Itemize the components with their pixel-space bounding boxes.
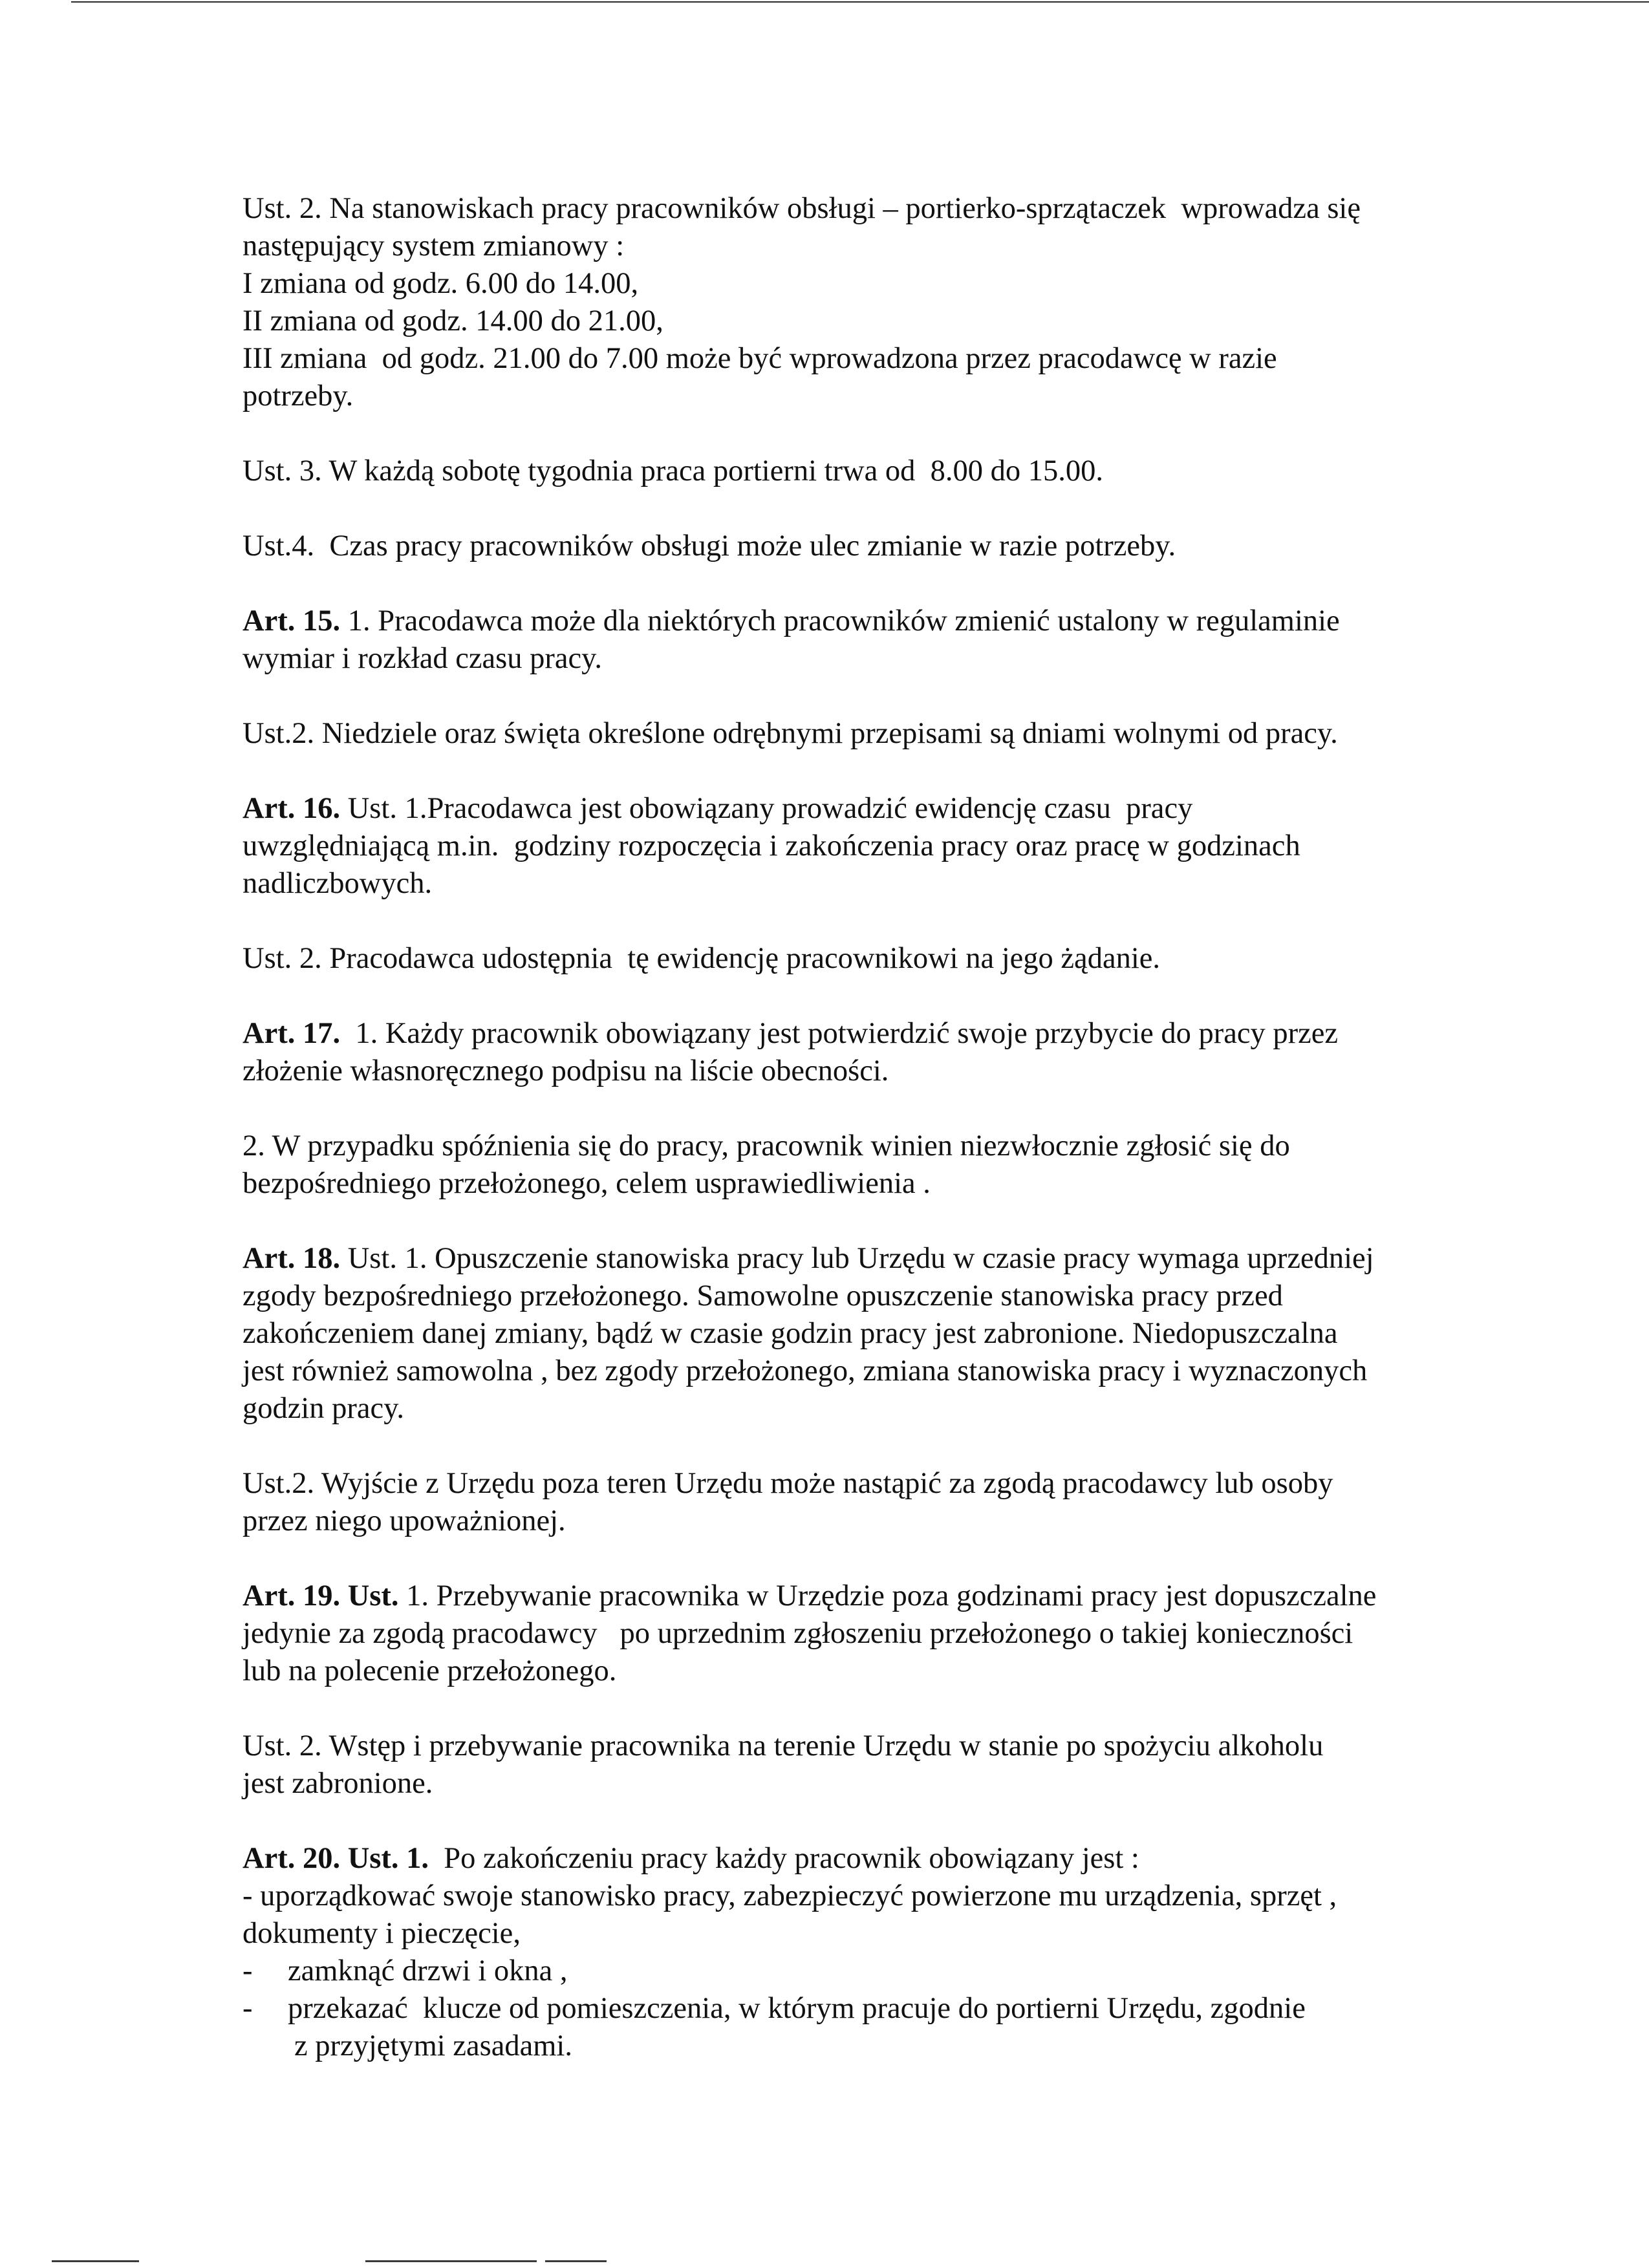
text-line: przez niego upoważnionej. xyxy=(242,1504,566,1537)
text-line: Ust. 3. W każdą sobotę tygodnia praca portierni trwa od 8.00 do 15.00. xyxy=(242,455,1103,487)
ust2-shift-paragraph xyxy=(242,190,1510,415)
text-line: Ust.2. Niedziele oraz święta określone odrębnymi przepisami są dniami wolnymi od pracy. xyxy=(242,717,1338,750)
art19-ust2-paragraph xyxy=(242,1728,1510,1803)
ust3-paragraph xyxy=(242,453,1510,490)
text-line: lub na polecenie przełożonego. xyxy=(242,1654,617,1687)
art17-paragraph xyxy=(242,1015,1510,1090)
text-fragment: 1. Przebywanie pracownika w Urzędzie poza godzinami pracy jest dopuszczalne xyxy=(398,1579,1377,1612)
text-line: bezpośredniego przełożonego, celem usprawiedliwienia . xyxy=(242,1167,931,1200)
text-line: uwzględniającą m.in. godziny rozpoczęcia i zakończenia pracy oraz pracę w godzinach xyxy=(242,829,1300,862)
art18-ust2-paragraph xyxy=(242,1465,1510,1540)
list-item-text: zamknąć drzwi i okna , xyxy=(288,1954,568,1987)
text-line: I zmiana od godz. 6.00 do 14.00, xyxy=(242,267,639,300)
dash-marker: - xyxy=(242,1954,253,1987)
text-fragment: Ust. 1. Opuszczenie stanowiska pracy lub Urzędu w czasie pracy wymaga uprzedniej xyxy=(340,1242,1374,1275)
text-line: 2. W przypadku spóźnienia się do pracy, pracownik winien niezwłocznie zgłosić się do xyxy=(242,1129,1290,1162)
article-label: Art. 15. xyxy=(242,604,341,637)
article-label: Art. 19. Ust. xyxy=(242,1579,399,1612)
art19-paragraph xyxy=(242,1578,1510,1690)
ust4-paragraph xyxy=(242,528,1510,565)
scan-edge-bottom xyxy=(365,2260,537,2262)
list-item-text: z przyjętymi zasadami. xyxy=(294,2029,572,2062)
text-line: III zmiana od godz. 21.00 do 7.00 może być wprowadzona przez pracodawcę w razie xyxy=(242,342,1277,375)
scan-edge-top xyxy=(71,1,1649,3)
article-label: Art. 17. xyxy=(242,1017,341,1050)
document-body xyxy=(242,190,1510,2102)
text-line: godzin pracy. xyxy=(242,1392,405,1425)
text-line: dokumenty i pieczęcie, xyxy=(242,1917,521,1950)
list-item xyxy=(242,1952,1510,1990)
art16-paragraph xyxy=(242,790,1510,903)
article-label: Art. 18. xyxy=(242,1242,341,1275)
text-line: jest również samowolna , bez zgody przełożonego, zmiana stanowiska pracy i wyznaczonych xyxy=(242,1354,1368,1387)
text-fragment: 1. Pracodawca może dla niektórych pracowników zmienić ustalony w regulaminie xyxy=(340,604,1340,637)
list-item xyxy=(242,1990,1510,2027)
text-line: złożenie własnoręcznego podpisu na liście obecności. xyxy=(242,1054,889,1087)
text-line: - uporządkować swoje stanowisko pracy, zabezpieczyć powierzone mu urządzenia, sprzęt , xyxy=(242,1879,1337,1912)
text-line: nadliczbowych. xyxy=(242,867,433,900)
text-line: Ust. 2. Wstęp i przebywanie pracownika na terenie Urzędu w stanie po spożyciu alkoholu xyxy=(242,1729,1324,1762)
text-fragment: Ust. 1.Pracodawca jest obowiązany prowadzić ewidencję czasu pracy xyxy=(340,792,1193,825)
text-line: następujący system zmianowy : xyxy=(242,230,625,262)
text-line: jedynie za zgodą pracodawcy po uprzednim zgłoszeniu przełożonego o takiej konieczności xyxy=(242,1617,1353,1650)
art15-ust2-paragraph xyxy=(242,715,1510,753)
text-line: zgody bezpośredniego przełożonego. Samowolne opuszczenie stanowiska pracy przed xyxy=(242,1279,1283,1312)
art20-paragraph xyxy=(242,1840,1510,2065)
list-item-text: przekazać klucze od pomieszczenia, w którym pracuje do portierni Urzędu, zgodnie xyxy=(288,1992,1306,2025)
art18-paragraph xyxy=(242,1240,1510,1428)
text-line: zakończeniem danej zmiany, bądź w czasie godzin pracy jest zabronione. Niedopuszczalna xyxy=(242,1317,1338,1350)
art15-paragraph xyxy=(242,603,1510,678)
text-line: Ust. 2. Na stanowiskach pracy pracowników obsługi – portierko-sprzątaczek wprowadza się xyxy=(242,192,1361,225)
article-label: Art. 20. Ust. 1. xyxy=(242,1842,429,1875)
text-line: II zmiana od godz. 14.00 do 21.00, xyxy=(242,305,663,337)
scan-edge-bottom xyxy=(52,2260,139,2262)
text-line: Ust.2. Wyjście z Urzędu poza teren Urzędu może nastąpić za zgodą pracodawcy lub osoby xyxy=(242,1467,1333,1500)
scan-edge-bottom xyxy=(545,2260,607,2262)
art17-p2-paragraph xyxy=(242,1128,1510,1203)
art16-ust2-paragraph xyxy=(242,940,1510,978)
text-line: Ust. 2. Pracodawca udostępnia tę ewidencję pracownikowi na jego żądanie. xyxy=(242,942,1161,975)
text-line: wymiar i rozkład czasu pracy. xyxy=(242,642,603,675)
text-line: jest zabronione. xyxy=(242,1767,433,1800)
list-item-continuation xyxy=(242,2027,1510,2065)
article-label: Art. 16. xyxy=(242,792,341,825)
text-line: potrzeby. xyxy=(242,380,354,412)
text-fragment: 1. Każdy pracownik obowiązany jest potwierdzić swoje przybycie do pracy przez xyxy=(340,1017,1339,1050)
dash-marker: - xyxy=(242,1992,253,2025)
text-line: Ust.4. Czas pracy pracowników obsługi może ulec zmianie w razie potrzeby. xyxy=(242,530,1176,562)
text-fragment: Po zakończeniu pracy każdy pracownik obowiązany jest : xyxy=(429,1842,1139,1875)
